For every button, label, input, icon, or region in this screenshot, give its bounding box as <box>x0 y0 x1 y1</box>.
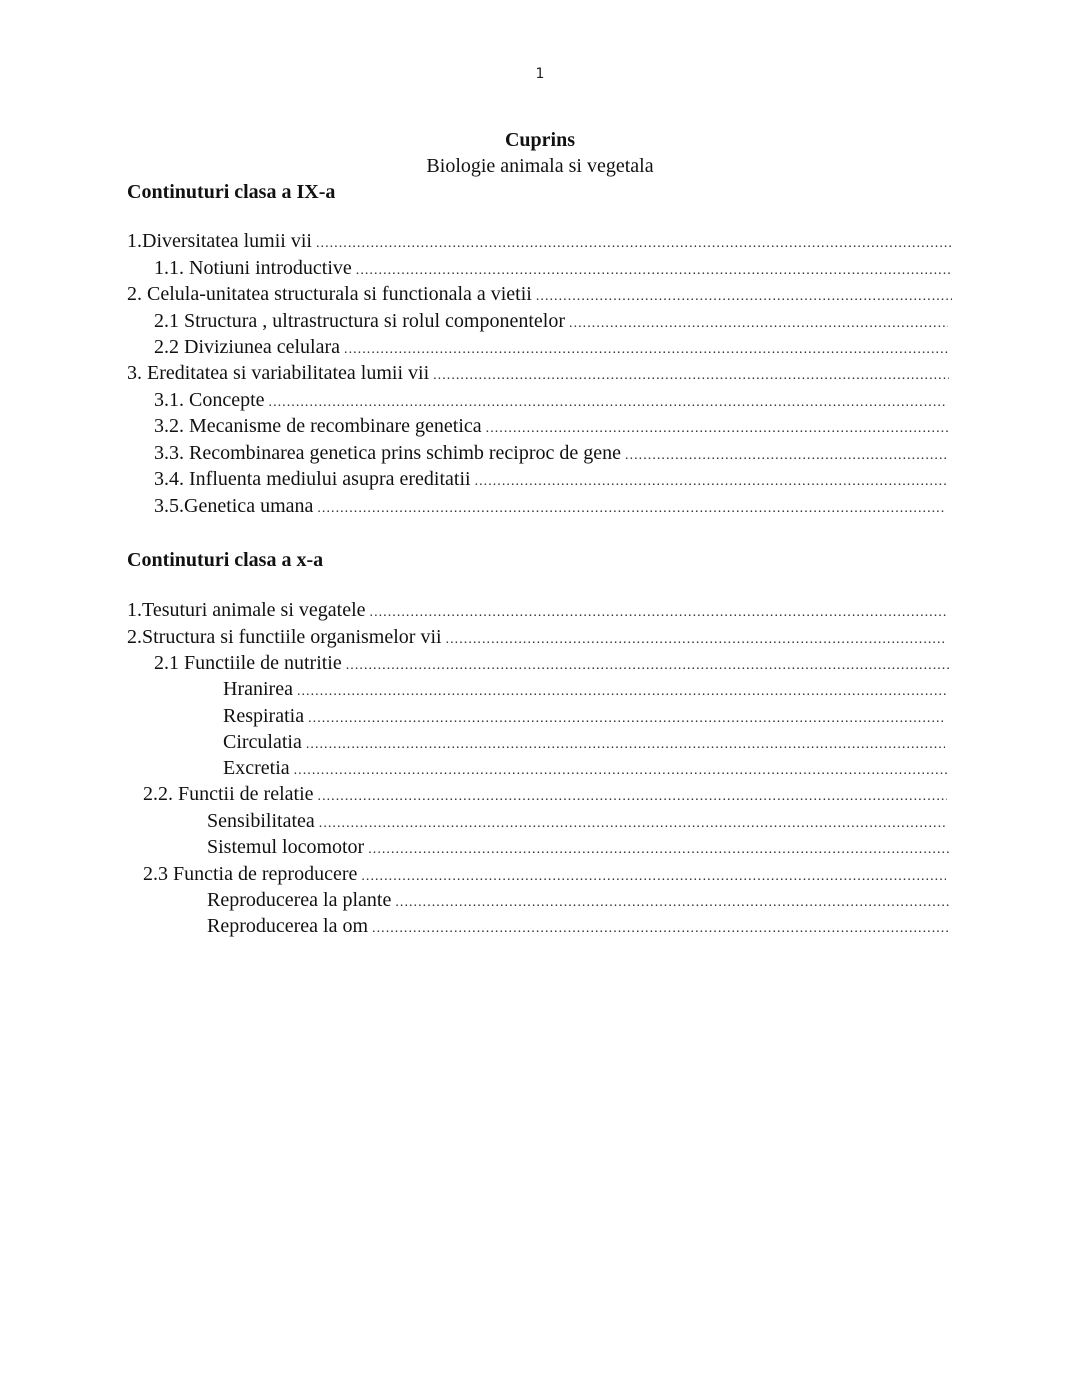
toc-entry[interactable] <box>154 650 950 676</box>
toc-entry[interactable] <box>127 281 952 307</box>
section-heading-x: Continuturi clasa a x-a <box>127 549 324 571</box>
toc-entry[interactable] <box>154 255 950 281</box>
toc-entry[interactable] <box>127 597 946 623</box>
dot-leader <box>294 758 948 781</box>
toc-entry[interactable] <box>127 360 949 386</box>
toc-entry-label: 3.1. Concepte <box>154 389 265 411</box>
toc-entry[interactable] <box>207 887 951 913</box>
page-number: 1 <box>535 66 545 82</box>
dot-leader <box>368 837 949 860</box>
toc-entry[interactable] <box>223 729 945 755</box>
dot-leader <box>370 600 946 623</box>
dot-leader <box>344 337 948 360</box>
toc-entry-label: 2. Celula-unitatea structurala si functionala a vietii <box>127 283 532 305</box>
toc-entry-label: 2.2. Functii de relatie <box>143 783 314 805</box>
toc-entry[interactable] <box>207 808 945 834</box>
toc-entry-label: 3.3. Recombinarea genetica prins schimb reciproc de gene <box>154 442 622 464</box>
toc-entry-label: 3.2. Mecanisme de recombinare genetica <box>154 415 482 437</box>
toc-entry-label: 2.2 Diviziunea celulara <box>154 336 341 358</box>
toc-entry[interactable] <box>154 387 947 413</box>
dot-leader <box>536 284 952 307</box>
dot-leader <box>346 653 950 676</box>
dot-leader <box>486 416 950 439</box>
dot-leader <box>317 496 946 519</box>
toc-entry-label: 1.Diversitatea lumii vii <box>127 230 312 252</box>
toc-entry[interactable] <box>127 228 952 254</box>
dot-leader <box>395 890 951 913</box>
toc-entry[interactable] <box>154 334 948 360</box>
dot-leader <box>269 390 947 413</box>
dot-leader <box>372 916 948 939</box>
toc-subtitle: Biologie animala si vegetala <box>426 155 654 177</box>
section-heading-ix: Continuturi clasa a IX-a <box>127 181 336 203</box>
toc-entry-label: Sensibilitatea <box>207 810 315 832</box>
dot-leader <box>356 258 950 281</box>
toc-entry[interactable] <box>207 834 949 860</box>
toc-entry[interactable] <box>223 755 948 781</box>
toc-entry-label: 3.4. Influenta mediului asupra ereditatii <box>154 468 471 490</box>
toc-entry[interactable] <box>143 861 946 887</box>
toc-entry-label: Hranirea <box>223 678 293 700</box>
toc-entry-label: Circulatia <box>223 731 302 753</box>
toc-entry-label: 3. Ereditatea si variabilitatea lumii vii <box>127 362 430 384</box>
toc-entry[interactable] <box>207 913 948 939</box>
toc-entry[interactable] <box>127 624 947 650</box>
toc-entry[interactable] <box>154 308 948 334</box>
toc-entry-label: 2.1 Functiile de nutritie <box>154 652 342 674</box>
toc-entry[interactable] <box>154 440 949 466</box>
toc-entry-label: Respiratia <box>223 705 305 727</box>
dot-leader <box>433 363 949 386</box>
toc-entry-label: Reproducerea la om <box>207 915 369 937</box>
dot-leader <box>625 443 949 466</box>
toc-entry[interactable] <box>154 493 946 519</box>
toc-entry-label: Excretia <box>223 757 290 779</box>
toc-entry-label: Reproducerea la plante <box>207 889 392 911</box>
toc-entry-label: 2.Structura si functiile organismelor vii <box>127 626 442 648</box>
toc-entry-label: 3.5.Genetica umana <box>154 495 314 517</box>
toc-entry[interactable] <box>143 781 947 807</box>
toc-entry[interactable] <box>223 676 947 702</box>
toc-entry[interactable] <box>154 466 948 492</box>
toc-entry-label: 1.1. Notiuni introductive <box>154 257 352 279</box>
dot-leader <box>319 811 945 834</box>
dot-leader <box>569 311 948 334</box>
toc-title: Cuprins <box>504 129 576 151</box>
toc-entry-label: 2.3 Functia de reproducere <box>143 863 358 885</box>
dot-leader <box>318 784 947 807</box>
dot-leader <box>316 231 952 254</box>
dot-leader <box>361 864 946 887</box>
dot-leader <box>306 732 945 755</box>
dot-leader <box>446 627 947 650</box>
toc-entry[interactable] <box>154 413 950 439</box>
toc-entry-label: 2.1 Structura , ultrastructura si rolul componentelor <box>154 310 566 332</box>
toc-entry-label: 1.Tesuturi animale si vegatele <box>127 599 366 621</box>
dot-leader <box>475 469 948 492</box>
toc-entry[interactable] <box>223 703 943 729</box>
dot-leader <box>297 679 947 702</box>
dot-leader <box>308 706 943 729</box>
toc-entry-label: Sistemul locomotor <box>207 836 365 858</box>
